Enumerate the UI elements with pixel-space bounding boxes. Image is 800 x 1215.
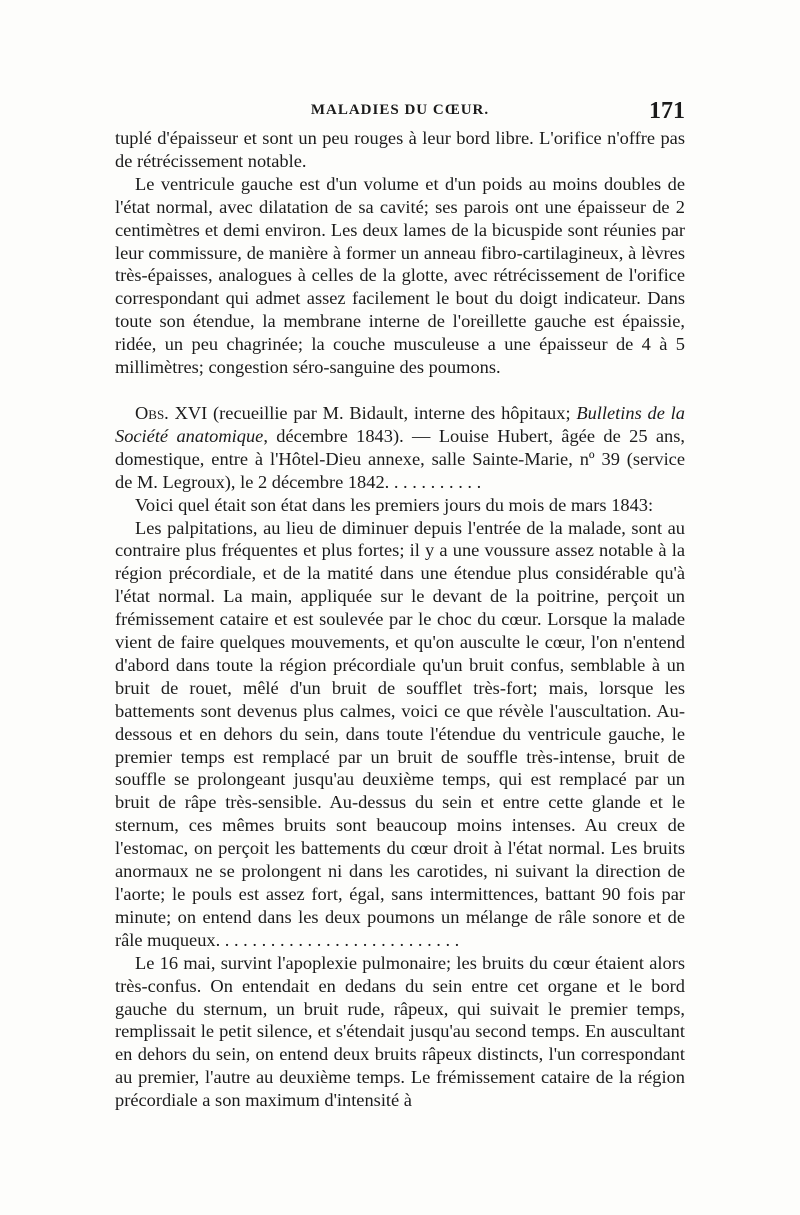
observation-heading-paragraph [115, 402, 685, 494]
page-number: 171 [649, 98, 685, 124]
paragraph-continuation: tuplé d'épaisseur et sont un peu rouges à leur bord libre. L'orifice n'offre pas de rétrécissement notable. [115, 128, 685, 171]
paragraph-left-ventricle: Le ventricule gauche est d'un volume et d'un poids au moins doubles de l'état normal, avec dilatation de sa cavité; ses parois ont une épaisseur de 2 centimètres et demi environ. Les deux lames de la bicuspide sont réunies par leur commissure, de manière à former un anneau fibro-cartilagineux, à lèvres très-épaisses, analogues à celles de la glotte, avec rétrécissement de l'orifice correspondant qui admet assez facilement le bout du doigt indicateur. Dans toute son étendue, la membrane interne de l'oreillette gauche est épaissie, ridée, un peu chagrinée; la couche musculeuse a une épaisseur de 4 à 5 millimètres; congestion séro-sanguine des poumons. [115, 173, 685, 378]
running-head [115, 98, 685, 126]
observation-patient-text: , décembre 1843). — Louise Hubert, âgée de 25 ans, domestique, entre à l'Hôtel-Dieu annexe, salle Sainte-Marie, nº 39 (service de M. Legroux), le 2 décembre 1842. . . . . . . . . . . [115, 425, 686, 492]
journal-title: Bulletins de la Société anatomique [115, 402, 685, 446]
observation-source-text: (recueillie par M. Bidault, interne des hôpitaux; [207, 402, 577, 423]
running-title: MALADIES DU CŒUR. [310, 102, 490, 118]
observation-label: Obs. XVI [135, 402, 208, 423]
paragraph-may-16: Le 16 mai, survint l'apoplexie pulmonaire; les bruits du cœur étaient alors très-confus. On entendait en dedans du sein entre cet organe et le bord gauche du sternum, un bruit rude, râpeux, qui suivait le premier temps, remplissait le petit silence, et s'étendait jusqu'au second temps. En auscultant en dehors du sein, on entend deux bruits râpeux distincts, l'un correspondant au premier, l'autre au deuxième temps. Le frémissement cataire de la région précordiale a son maximum d'intensité à [115, 952, 685, 1111]
paragraph-palpitations: Les palpitations, au lieu de diminuer depuis l'entrée de la malade, sont au contraire plus fréquentes et plus fortes; il y a une voussure assez notable à la région précordiale, et de la matité dans une étendue plus considérable qu'à l'état normal. La main, appliquée sur le devant de la poitrine, perçoit un frémissement cataire et est soulevée par le choc du cœur. Lorsque la malade vient de faire quelques mouvements, et qu'on ausculte le cœur, l'on n'entend d'abord dans toute la région précordiale qu'un bruit confus, semblable à un bruit de rouet, mêlé d'un bruit de soufflet très-fort; mais, lorsque les battements sont devenus plus calmes, voici ce que révèle l'auscultation. Au-dessous et en dehors du sein, dans toute l'étendue du ventricule gauche, le premier temps est remplacé par un bruit de souffle très-intense, bruit de souffle se prolongeant jusqu'au deuxième temps, qui est remplacé par un bruit de râpe très-sensible. Au-dessus du sein et entre cette glande et le sternum, ces mêmes bruits sont beaucoup moins intenses. Au creux de l'estomac, on perçoit les battements du cœur droit à l'état normal. Les bruits anormaux ne se prolongent ni dans les carotides, ni suivant la direction de l'aorte; le pouls est assez fort, égal, sans intermittences, battant 90 fois par minute; on entend dans les deux poumons un mélange de râle sonore et de râle muqueux. . . . . . . . . . . . . . . . . . . . . . . . . . . [115, 517, 685, 950]
paragraph-state-march: Voici quel était son état dans les premiers jours du mois de mars 1843: [135, 494, 654, 515]
body-text [115, 127, 685, 1112]
